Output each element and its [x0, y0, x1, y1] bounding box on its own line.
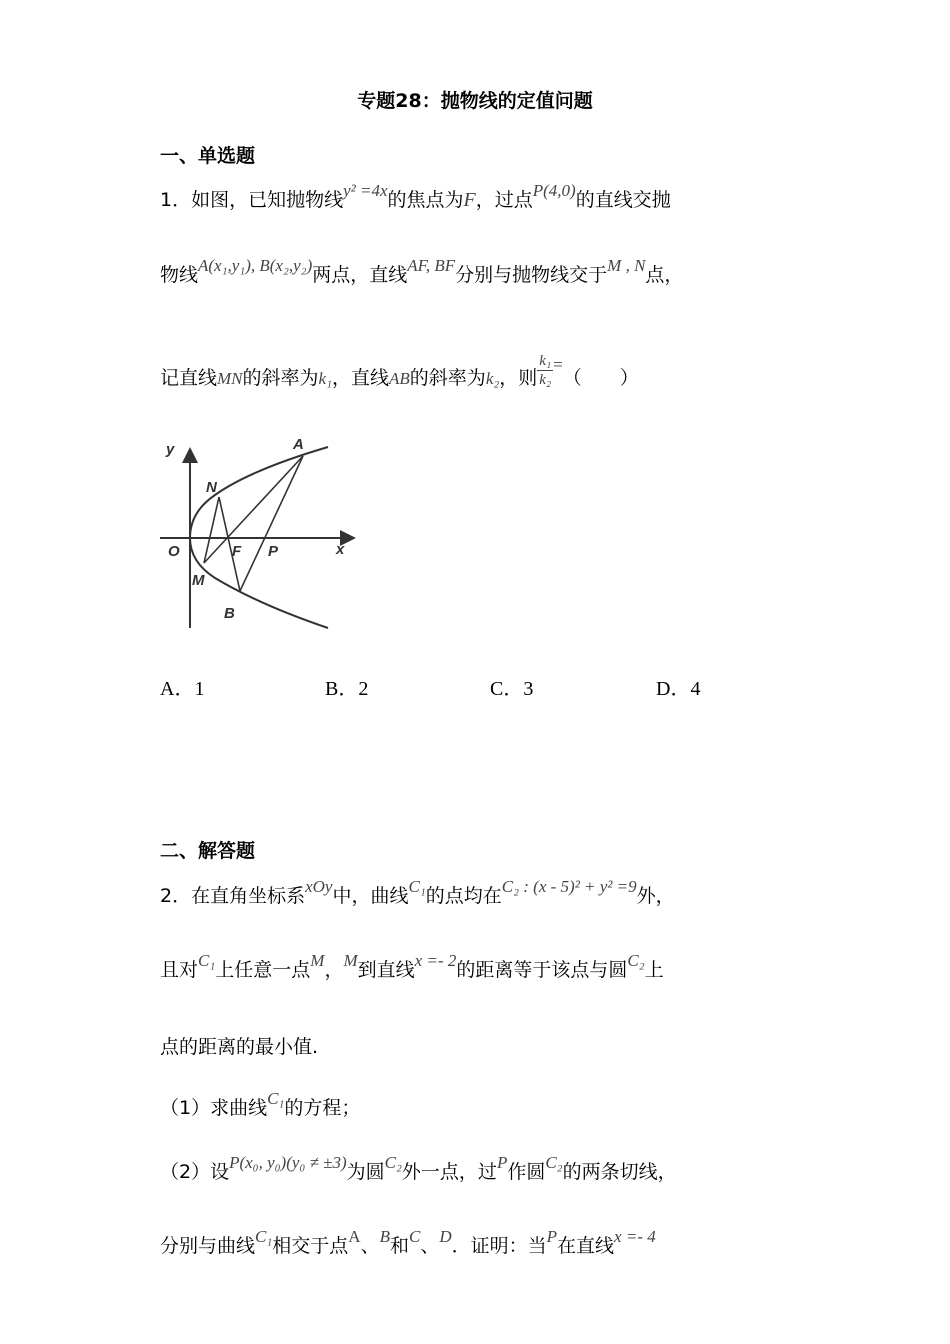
- text: 到直线: [357, 959, 415, 981]
- math-MN: MN: [217, 369, 243, 388]
- text: ，: [324, 959, 344, 981]
- math-A: A: [348, 1227, 361, 1246]
- math-M: M: [343, 951, 358, 970]
- label-x: x: [336, 541, 345, 558]
- math-C: C: [408, 1227, 421, 1246]
- label-N: N: [206, 479, 217, 496]
- q2-line-last: [160, 1227, 656, 1261]
- text: 和: [389, 1235, 409, 1257]
- text: 2．在直角坐标系: [160, 885, 306, 907]
- answer-blank: （ ）: [562, 367, 639, 389]
- label-B: B: [224, 605, 235, 622]
- label-M: M: [192, 572, 205, 589]
- q2-line2: [160, 951, 664, 985]
- text: 外一点，过: [401, 1161, 497, 1183]
- text: 中，曲线: [332, 885, 409, 907]
- fraction-denominator: k₂: [539, 372, 552, 388]
- math-k2: k₂: [485, 369, 500, 388]
- math-F: F: [463, 189, 476, 211]
- math-AB: AB: [389, 369, 410, 388]
- text: 在直线: [557, 1235, 615, 1257]
- math-fraction: [537, 352, 553, 389]
- math-D: D: [439, 1227, 452, 1246]
- text: 记直线: [160, 367, 218, 389]
- text: 的斜率为: [409, 367, 486, 389]
- fraction-numerator: k₁: [539, 353, 552, 369]
- label-P: P: [268, 543, 279, 560]
- math-C2: C₂: [545, 1153, 563, 1172]
- q2-line3: 点的距离的最小值.: [160, 1036, 319, 1058]
- parabola-figure: [150, 425, 370, 640]
- math-C1: C₁: [408, 877, 426, 896]
- math-k1: k₁: [318, 369, 332, 388]
- math-M: M: [310, 951, 325, 970]
- math-lines-AF-BF: AF, BF: [407, 256, 456, 275]
- math-parabola-eq: y² =4x: [343, 181, 388, 200]
- text: 的方程；: [284, 1097, 361, 1119]
- text: 的两条切线，: [562, 1161, 677, 1183]
- q1-line1: [160, 181, 671, 215]
- math-line-eq: x =- 2: [414, 951, 457, 970]
- option-d[interactable]: D．4: [656, 678, 701, 700]
- text: 1．如图，已知抛物线: [160, 189, 344, 211]
- q2-part1: [160, 1089, 361, 1123]
- text: ．证明：当: [451, 1235, 547, 1257]
- text: 物线: [160, 264, 199, 286]
- text: ，直线: [332, 367, 390, 389]
- text: 的直线交抛: [575, 189, 671, 211]
- line-AM: [204, 456, 303, 563]
- text: （2）设: [160, 1161, 230, 1183]
- math-B: B: [379, 1227, 390, 1246]
- label-O: O: [168, 543, 180, 560]
- text: 两点，直线: [312, 264, 408, 286]
- page-title: 专题28：抛物线的定值问题: [357, 90, 593, 112]
- option-a[interactable]: A．1: [160, 678, 205, 700]
- math-C2: C₂: [384, 1153, 402, 1172]
- text: 的斜率为: [242, 367, 319, 389]
- text: 外，: [636, 885, 675, 907]
- line-NM: [204, 497, 219, 563]
- math-C1: C₁: [255, 1227, 273, 1246]
- math-P: P: [496, 1153, 508, 1172]
- label-A: A: [293, 436, 304, 453]
- math-circle-C2: C₂ : (x - 5)² + y² =9: [501, 877, 637, 896]
- text: 相交于点: [272, 1235, 349, 1257]
- section-heading-single-choice: 一、单选题: [160, 145, 256, 167]
- text: 分别与曲线: [160, 1235, 256, 1257]
- text: 的距离等于该点与圆: [456, 959, 628, 981]
- text: 点，: [645, 264, 684, 286]
- math-line-eq: x =- 4: [614, 1227, 656, 1246]
- math-C1: C₁: [267, 1089, 285, 1108]
- q1-line3: [160, 353, 639, 397]
- text: ，则: [499, 367, 538, 389]
- text: 上任意一点: [215, 959, 311, 981]
- text: 上: [644, 959, 664, 981]
- section-heading-answer: 二、解答题: [160, 840, 256, 862]
- text: 、: [360, 1235, 380, 1257]
- math-P: P: [546, 1227, 558, 1246]
- text: 且对: [160, 959, 199, 981]
- math-xOy: xOy: [305, 877, 333, 896]
- q1-line2: [160, 256, 684, 290]
- text: 作圆: [507, 1161, 546, 1183]
- option-c[interactable]: C．3: [490, 678, 534, 700]
- math-point-P: P(x₀, y₀)(y₀ ≠ ±3): [229, 1153, 347, 1172]
- text: 、: [420, 1235, 440, 1257]
- q2-part2: [160, 1153, 677, 1187]
- label-F: F: [232, 543, 242, 560]
- math-C2: C₂: [627, 951, 645, 970]
- text: （1）求曲线: [160, 1097, 268, 1119]
- text: 的焦点为: [387, 189, 464, 211]
- q2-line1: [160, 877, 675, 911]
- math-C1: C₁: [198, 951, 216, 970]
- math-point-P: P(4,0): [532, 181, 576, 200]
- label-y: y: [166, 441, 175, 458]
- text: ，过点: [475, 189, 533, 211]
- math-MN: M , N: [607, 256, 646, 275]
- text: 分别与抛物线交于: [455, 264, 608, 286]
- text: 的点均在: [425, 885, 502, 907]
- math-equals: =: [553, 355, 563, 374]
- option-b[interactable]: B．2: [325, 678, 369, 700]
- text: 为圆: [346, 1161, 385, 1183]
- math-points-AB: A(x₁,y₁), B(x₂,y₂): [198, 256, 313, 275]
